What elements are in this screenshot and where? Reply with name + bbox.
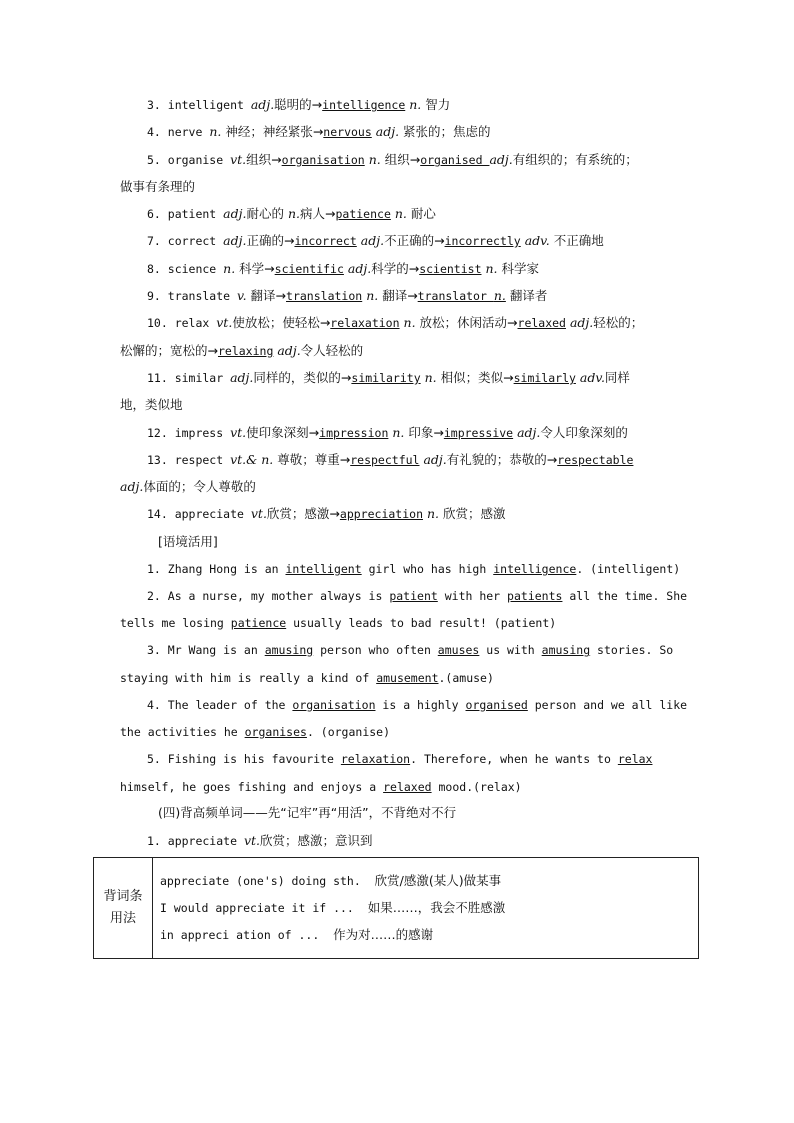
vocab-v7-line: [147, 233, 604, 249]
text-segment: in appreci ation of ...: [160, 928, 334, 942]
text-segment: n.: [209, 124, 222, 139]
text-segment: 11. similar: [147, 371, 231, 385]
text-segment: intelligence: [322, 98, 406, 112]
usage-s2-line: [147, 588, 687, 604]
text-segment: vt.: [230, 152, 247, 167]
text-segment: adj.: [230, 370, 254, 385]
text-segment: adj.: [423, 452, 447, 467]
text-segment: 3. Mr Wang is an: [147, 643, 265, 657]
text-segment: 印象→: [404, 425, 444, 440]
vocab-v13-line: [147, 452, 633, 468]
vocab-v11-line: [120, 397, 183, 413]
text-segment: vt.: [230, 425, 247, 440]
text-segment: incorrectly: [444, 234, 521, 248]
text-segment: n.: [485, 261, 498, 276]
text-segment: 同样的，类似的→: [253, 370, 352, 385]
text-segment: I would appreciate it if ...: [160, 901, 368, 915]
text-segment: 5. organise: [147, 153, 231, 167]
text-segment: adj.: [120, 479, 144, 494]
text-segment: vt.: [250, 506, 267, 521]
text-segment: adj.: [347, 261, 372, 276]
text-segment: adj.: [569, 315, 594, 330]
text-segment: incorrect: [294, 234, 357, 248]
text-segment: 3. intelligent: [147, 98, 251, 112]
text-segment: n.: [366, 288, 379, 303]
text-segment: adj.: [223, 233, 247, 248]
text-segment: translator: [417, 289, 494, 303]
text-segment: girl who has high: [361, 562, 494, 576]
text-segment: n.: [287, 206, 300, 221]
text-segment: 1. appreciate: [147, 834, 244, 848]
text-segment: n.: [392, 425, 405, 440]
text-segment: 体面的；令人尊敬的: [143, 479, 256, 494]
text-segment: 紧张的；焦虑的: [399, 124, 491, 139]
usage-s3-line: [147, 642, 673, 658]
text-segment: similarly: [513, 371, 576, 385]
text-segment: 14. appreciate: [147, 507, 251, 521]
vocab-v10-line: [120, 343, 363, 359]
text-segment: 智力: [421, 97, 451, 112]
text-segment: 欣赏；感激→: [266, 506, 340, 521]
text-segment: amusing: [541, 643, 591, 657]
text-segment: relaxation: [330, 316, 400, 330]
text-segment: 7. correct: [147, 234, 224, 248]
text-segment: n.: [426, 506, 440, 521]
text-segment: n.: [394, 206, 407, 221]
text-segment: person and we all like: [527, 698, 688, 712]
text-segment: adv.: [524, 233, 550, 248]
text-segment: 神经；神经紧张→: [221, 124, 324, 139]
text-segment: 耐心的: [246, 206, 288, 221]
text-segment: intelligence: [493, 562, 577, 576]
text-segment: . (organise): [306, 725, 391, 739]
vocab-v13-line: [120, 479, 256, 495]
text-segment: us with: [479, 643, 542, 657]
text-segment: impression: [319, 426, 389, 440]
text-segment: 组织→: [246, 152, 282, 167]
usage-s4-line: [147, 697, 687, 713]
text-segment: 6. patient: [147, 207, 224, 221]
text-segment: 如果……，我会不胜感激: [367, 900, 506, 915]
text-segment: n.: [368, 152, 381, 167]
vocab-v5-line: [147, 152, 638, 168]
text-segment: 有礼貌的；恭敬的→: [446, 452, 558, 467]
text-segment: 耐心: [406, 206, 436, 221]
text-segment: translation: [286, 289, 363, 303]
section-four-heading: (四)背高频单词——先“记牢”再“用活”，不背绝对不行: [158, 805, 457, 820]
text-segment: appreciation: [339, 507, 423, 521]
text-segment: . (intelligent): [576, 562, 681, 576]
appreciate-entry: [147, 833, 373, 849]
text-segment: adj.: [250, 97, 275, 112]
text-segment: adj.: [360, 233, 385, 248]
text-segment: relax: [617, 752, 653, 766]
text-segment: 2. As a nurse, my mother always is: [147, 589, 390, 603]
text-segment: 翻译→: [246, 288, 287, 303]
text-segment: impressive: [443, 426, 514, 440]
vocab-v11-line: [147, 370, 630, 386]
text-segment: 欣赏/感激(某人)做某事: [374, 873, 502, 888]
vocab-v8-line: [147, 261, 539, 277]
usage-s3-line: [120, 670, 494, 686]
text-segment: adj.: [223, 206, 247, 221]
text-segment: usually leads to bad result! (patient): [286, 616, 557, 630]
text-segment: patience: [230, 616, 287, 630]
text-segment: is a highly: [375, 698, 466, 712]
usage-table-row: [160, 871, 501, 889]
text-segment: 做事有条理的: [120, 179, 196, 194]
vocab-v4-line: [147, 124, 491, 140]
text-segment: scientific: [274, 262, 344, 276]
vocab-v9-line: [147, 288, 547, 304]
text-segment: relaxed: [383, 780, 432, 794]
text-segment: 翻译者: [505, 288, 548, 303]
text-segment: 轻松的；: [593, 315, 644, 330]
text-segment: 4. nerve: [147, 125, 210, 139]
text-segment: 令人印象深刻的: [540, 425, 628, 440]
text-segment: 4. The leader of the: [147, 698, 293, 712]
text-segment: 12. impress: [147, 426, 231, 440]
text-segment: staying with him is really a kind of: [120, 671, 377, 685]
text-segment: person who often: [313, 643, 438, 657]
text-segment: 病人→: [300, 206, 336, 221]
text-segment: organises: [244, 725, 307, 739]
text-segment: 10. relax: [147, 316, 217, 330]
text-segment: nervous: [323, 125, 372, 139]
text-segment: n.: [223, 261, 236, 276]
text-segment: 组织→: [380, 152, 421, 167]
text-segment: relaxation: [340, 752, 411, 766]
text-segment: 有组织的；有系统的；: [512, 152, 638, 167]
vocab-v5-line: [120, 179, 195, 195]
usage-table-row: [160, 898, 505, 916]
text-segment: vt.: [216, 315, 233, 330]
text-segment: 尊敬；尊重→: [273, 452, 351, 467]
text-segment: 8. science: [147, 262, 224, 276]
text-segment: . Therefore, when he wants to: [410, 752, 618, 766]
text-segment: .(amuse): [438, 671, 494, 685]
text-segment: 科学的→: [371, 261, 420, 276]
text-segment: mood.(relax): [431, 780, 522, 794]
text-segment: adj.: [375, 124, 400, 139]
text-segment: similarity: [351, 371, 421, 385]
text-segment: 同样: [604, 370, 630, 385]
text-segment: 使放松；使轻松→: [232, 315, 331, 330]
text-segment: adv.: [579, 370, 605, 385]
text-segment: 科学→: [235, 261, 275, 276]
text-segment: organisation: [281, 153, 365, 167]
text-segment: with her: [437, 589, 508, 603]
text-segment: patients: [507, 589, 563, 603]
text-segment: respectful: [350, 453, 420, 467]
text-segment: 作为对……的感谢: [333, 927, 434, 942]
text-segment: n.: [493, 288, 506, 303]
text-segment: amusement: [376, 671, 439, 685]
text-segment: 翻译→: [378, 288, 418, 303]
text-segment: n.: [409, 97, 422, 112]
usage-s1-line: [147, 561, 680, 577]
text-segment: 欣赏；感激；意识到: [260, 833, 373, 848]
text-segment: relaxed: [517, 316, 566, 330]
text-segment: n.: [424, 370, 437, 385]
text-segment: 令人轻松的: [300, 343, 364, 358]
text-segment: 松懈的；宽松的→: [120, 343, 218, 358]
usage-s5-line: [120, 779, 522, 795]
text-segment: adj.: [517, 425, 541, 440]
text-segment: 不正确的→: [384, 233, 445, 248]
text-segment: amusing: [264, 643, 314, 657]
text-segment: adj.: [489, 152, 513, 167]
text-segment: all the time. She: [562, 589, 688, 603]
usage-table-label: [94, 858, 153, 958]
text-segment: 13. respect: [147, 453, 231, 467]
text-segment: scientist: [419, 262, 482, 276]
usage-s2-line: [120, 615, 556, 631]
usage-table-label-text: 背词条用法: [103, 889, 143, 926]
text-segment: 9. translate: [147, 289, 238, 303]
section-usage-heading: [语境活用]: [158, 534, 218, 549]
text-segment: intelligent: [285, 562, 362, 576]
text-segment: appreciate (one's) doing sth.: [160, 874, 375, 888]
text-segment: 科学家: [497, 261, 539, 276]
text-segment: vt.& n.: [230, 452, 274, 467]
vocab-v12-line: [147, 425, 628, 441]
usage-s4-line: [120, 724, 390, 740]
text-segment: v.: [237, 288, 247, 303]
text-segment: relaxing: [217, 344, 274, 358]
vocab-v14-line: [147, 506, 506, 522]
text-segment: 使印象深刻→: [246, 425, 320, 440]
text-segment: 不正确地: [549, 233, 604, 248]
text-segment: n.: [403, 315, 416, 330]
text-segment: 5. Fishing is his favourite: [147, 752, 341, 766]
text-segment: 地，类似地: [120, 397, 183, 412]
vocab-v10-line: [147, 315, 643, 331]
vocab-v3-line: [147, 97, 450, 113]
text-segment: 相似；类似→: [436, 370, 514, 385]
text-segment: 正确的→: [246, 233, 295, 248]
text-segment: amuses: [437, 643, 480, 657]
text-segment: patience: [335, 207, 391, 221]
text-segment: adj.: [277, 343, 301, 358]
text-segment: patient: [389, 589, 438, 603]
text-segment: organised: [420, 153, 490, 167]
text-segment: vt.: [243, 833, 260, 848]
text-segment: 聪明的→: [274, 97, 323, 112]
text-segment: respectable: [557, 453, 634, 467]
text-segment: 放松；休闲活动→: [415, 315, 518, 330]
text-segment: 欣赏；感激: [439, 506, 506, 521]
text-segment: the activities he: [120, 725, 245, 739]
text-segment: organisation: [292, 698, 376, 712]
text-segment: organised: [465, 698, 528, 712]
text-segment: tells me losing: [120, 616, 231, 630]
text-segment: himself, he goes fishing and enjoys a: [120, 780, 384, 794]
text-segment: stories. So: [590, 643, 674, 657]
text-segment: 1. Zhang Hong is an: [147, 562, 286, 576]
usage-s5-line: [147, 751, 652, 767]
usage-table: [93, 857, 699, 959]
usage-table-row: [160, 925, 433, 943]
vocab-v6-line: [147, 206, 436, 222]
